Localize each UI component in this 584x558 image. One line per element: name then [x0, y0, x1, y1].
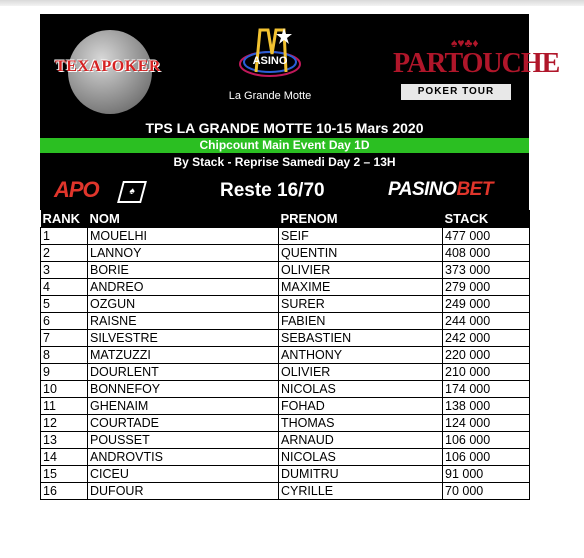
table-row: [41, 262, 530, 279]
cell-rank: 9: [41, 364, 88, 381]
cell-prenom: ARNAUD: [279, 432, 443, 449]
column-header-prenom: PRENOM: [279, 210, 443, 228]
partouche-logo: [393, 26, 560, 112]
cell-prenom: SEBASTIEN: [279, 330, 443, 347]
cell-nom: DUFOUR: [88, 483, 279, 500]
chipcount-table: [40, 210, 530, 500]
table-row: [41, 296, 530, 313]
cell-rank: 10: [41, 381, 88, 398]
table-row: [41, 483, 530, 500]
table-row: [41, 313, 530, 330]
table-row: [41, 398, 530, 415]
cell-prenom: THOMAS: [279, 415, 443, 432]
cell-nom: RAISNE: [88, 313, 279, 330]
cell-stack: 138 000: [443, 398, 530, 415]
cell-stack: 249 000: [443, 296, 530, 313]
cell-stack: 91 000: [443, 466, 530, 483]
header-banner: [40, 14, 560, 210]
table-row: [41, 347, 530, 364]
pasinobet-accent-text: BET: [456, 179, 493, 200]
table-row: [41, 245, 530, 262]
table-row: [41, 432, 530, 449]
pasinobet-logo: [388, 179, 493, 201]
cell-prenom: SEIF: [279, 228, 443, 245]
cell-rank: 15: [41, 466, 88, 483]
pasinobet-main-text: PASINO: [388, 179, 457, 200]
cell-stack: 70 000: [443, 483, 530, 500]
event-info: By Stack - Reprise Samedi Day 2 – 13H: [173, 155, 396, 169]
table-row: [41, 381, 530, 398]
viewer-top-bar: [0, 0, 584, 6]
cell-nom: OZGUN: [88, 296, 279, 313]
cell-stack: 124 000: [443, 415, 530, 432]
cell-prenom: SURER: [279, 296, 443, 313]
cell-stack: 242 000: [443, 330, 530, 347]
cell-stack: 408 000: [443, 245, 530, 262]
apo-logo: [44, 177, 154, 205]
cell-stack: 106 000: [443, 432, 530, 449]
svg-text:ASINO: ASINO: [252, 55, 288, 67]
pasino-logo: [210, 24, 330, 110]
column-header-nom: NOM: [88, 210, 279, 228]
cell-prenom: MAXIME: [279, 279, 443, 296]
card-suits-icon: ♠♥♣♦: [451, 36, 479, 50]
table-row: [41, 415, 530, 432]
cell-nom: MOUELHI: [88, 228, 279, 245]
cell-rank: 4: [41, 279, 88, 296]
table-row: [41, 228, 530, 245]
texapoker-logo-text: TEXAPOKER: [55, 58, 161, 75]
cell-stack: 279 000: [443, 279, 530, 296]
table-row: [41, 466, 530, 483]
cell-rank: 8: [41, 347, 88, 364]
cell-nom: ANDROVTIS: [88, 449, 279, 466]
cell-stack: 244 000: [443, 313, 530, 330]
cell-rank: 12: [41, 415, 88, 432]
texapoker-logo: [48, 28, 168, 114]
cell-stack: 477 000: [443, 228, 530, 245]
table-row: [41, 330, 530, 347]
cell-rank: 6: [41, 313, 88, 330]
poker-tour-label: POKER TOUR: [401, 84, 511, 100]
cell-stack: 373 000: [443, 262, 530, 279]
column-header-stack: STACK: [443, 210, 530, 228]
cell-prenom: FOHAD: [279, 398, 443, 415]
cell-stack: 210 000: [443, 364, 530, 381]
event-subtitle: Chipcount Main Event Day 1D: [40, 138, 529, 153]
cell-nom: DOURLENT: [88, 364, 279, 381]
apo-logo-text: APO: [54, 177, 99, 202]
table-row: [41, 449, 530, 466]
cell-prenom: FABIEN: [279, 313, 443, 330]
cell-rank: 16: [41, 483, 88, 500]
cell-rank: 5: [41, 296, 88, 313]
cell-rank: 7: [41, 330, 88, 347]
cell-prenom: OLIVIER: [279, 364, 443, 381]
cell-prenom: NICOLAS: [279, 449, 443, 466]
chipcount-sheet: [40, 14, 560, 500]
event-title: TPS LA GRANDE MOTTE 10-15 Mars 2020: [145, 120, 424, 136]
cell-rank: 2: [41, 245, 88, 262]
cell-nom: COURTADE: [88, 415, 279, 432]
cell-nom: POUSSET: [88, 432, 279, 449]
cell-nom: GHENAIM: [88, 398, 279, 415]
cell-prenom: OLIVIER: [279, 262, 443, 279]
cell-nom: SILVESTRE: [88, 330, 279, 347]
cell-nom: ANDREO: [88, 279, 279, 296]
cell-stack: 220 000: [443, 347, 530, 364]
table-row: [41, 279, 530, 296]
cell-nom: CICEU: [88, 466, 279, 483]
cell-nom: MATZUZZI: [88, 347, 279, 364]
pasino-logo-icon: [238, 24, 302, 82]
cell-rank: 3: [41, 262, 88, 279]
cell-stack: 174 000: [443, 381, 530, 398]
cell-rank: 1: [41, 228, 88, 245]
table-row: [41, 364, 530, 381]
cell-prenom: NICOLAS: [279, 381, 443, 398]
table-header-row: [41, 210, 530, 228]
playing-card-icon: ♠: [117, 181, 147, 203]
table-body: [41, 228, 530, 500]
cell-stack: 106 000: [443, 449, 530, 466]
cell-rank: 11: [41, 398, 88, 415]
cell-prenom: DUMITRU: [279, 466, 443, 483]
remaining-players: Reste 16/70: [220, 180, 325, 201]
cell-rank: 14: [41, 449, 88, 466]
cell-prenom: CYRILLE: [279, 483, 443, 500]
cell-nom: BORIE: [88, 262, 279, 279]
pasino-caption: La Grande Motte: [228, 90, 312, 102]
cell-prenom: QUENTIN: [279, 245, 443, 262]
cell-rank: 13: [41, 432, 88, 449]
column-header-rank: RANK: [41, 210, 88, 228]
cell-nom: BONNEFOY: [88, 381, 279, 398]
partouche-logo-text: PARTOUCHE: [393, 48, 560, 79]
cell-prenom: ANTHONY: [279, 347, 443, 364]
cell-nom: LANNOY: [88, 245, 279, 262]
